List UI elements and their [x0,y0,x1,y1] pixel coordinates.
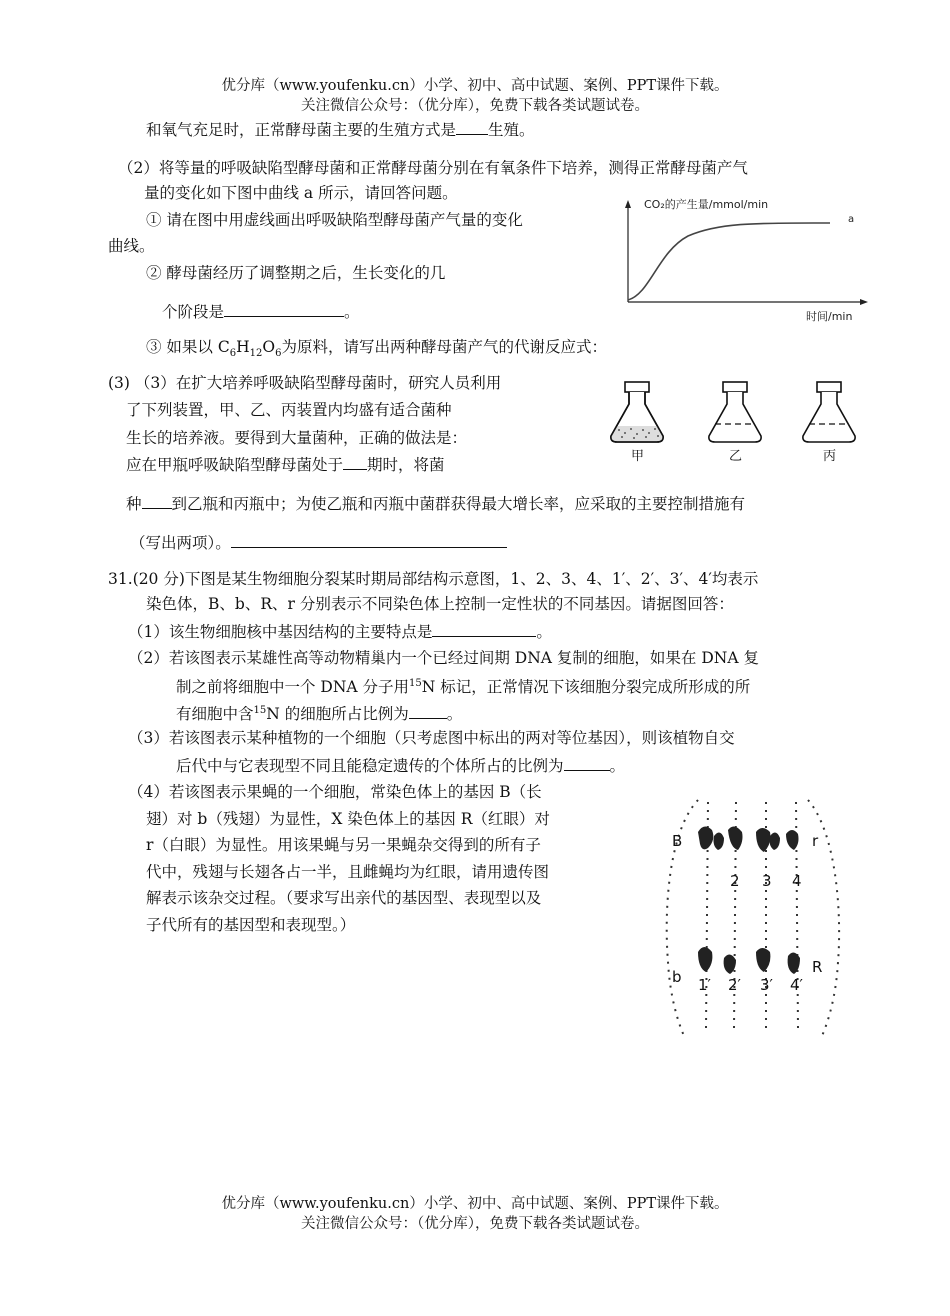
text-segment: 期时，将菌 [367,456,445,474]
label-4p: 4′ [790,976,803,994]
flask-jia [611,382,663,464]
q31-part3-line1: （3）若该图表示某种植物的一个细胞（只考虑图中标出的两对等位基因），则该植物自交 [128,729,735,747]
q31-line2: 染色体，B、b、R、r 分别表示不同染色体上控制一定性状的不同基因。请据图回答： [146,595,734,613]
part2-intro-1: （2）将等量的呼吸缺陷型酵母菌和正常酵母菌分别在有氧条件下培养，测得正常酵母菌产气 [118,159,748,177]
q31-part4-line5: 解表示该杂交过程。（要求写出亲代的基因型、表现型以及 [146,889,542,907]
text-segment: 到乙瓶和丙瓶中；为使乙瓶和丙瓶中菌群获得最大增长率，应采取的主要控制措施有 [171,495,746,513]
text-segment: 个阶段是 [162,303,225,321]
text-segment: 生殖。 [488,121,535,139]
text-segment: N 的细胞所占比例为 [266,705,409,724]
label-1p: 1′ [698,976,711,994]
bottom-chromosomes [698,947,800,974]
text-segment: 。 [446,705,463,724]
part3-line2: 了下列装置，甲、乙、丙装置内均盛有适合菌种 [126,401,452,419]
q31-part4-line2: 翅）对 b（残翅）为显性，X 染色体上的基因 R（红眼）对 [146,810,550,828]
label-2: 2 [730,872,740,890]
part2-item2-line1: ② 酵母菌经历了调整期之后，生长变化的几 [146,264,446,282]
q31-part2-line3 [176,700,462,725]
x-axis-label: 时间/min [806,310,853,323]
label-4: 4 [792,872,802,890]
x-axis-arrow [860,299,868,305]
q31-part3-line2 [176,754,625,777]
part2-item1-line1: ① 请在图中用虚线画出呼吸缺陷型酵母菌产气量的变化 [146,211,523,229]
label-2p: 2′ [728,976,741,994]
text-segment: H [236,338,250,356]
flask-label: 甲 [631,449,645,464]
q31-part4-line4: 代中，残翅与长翅各占一半，且雌蝇均为红眼，请用遗传图 [146,863,550,881]
part2-intro-2: 量的变化如下图中曲线 a 所示，请回答问题。 [144,184,458,202]
co2-graph [610,192,872,324]
part3-line5 [126,492,745,515]
part3-line6 [130,531,507,554]
label-3: 3 [762,872,772,890]
text-segment: （写出两项）。 [130,534,231,552]
part2-item1-line2: 曲线。 [108,237,155,255]
answer-blank[interactable] [432,620,536,637]
text-segment: 和氧气充足时，正常酵母菌主要的生殖方式是 [146,121,457,139]
q31-part4-line3: r（白眼）为显性。用该果蝇与另一果蝇杂交得到的所有子 [146,836,541,854]
label-b: b [672,968,682,986]
q31-part4-line6: 子代所有的基因型和表现型。） [146,916,356,934]
footer-line-1: 优分库（www.youfenku.cn）小学、初中、高中试题、案例、PPT课件下载。 [221,1196,729,1212]
top-chromosomes [698,826,799,852]
superscript: 15 [253,705,267,716]
label-B: B [672,832,683,850]
answer-blank[interactable] [564,754,610,771]
answer-blank[interactable] [142,492,172,509]
part2-item2-line2 [162,300,360,323]
part3-line3: 生长的培养液。要得到大量菌种，正确的做法是： [126,429,468,447]
subscript: 12 [249,348,263,360]
q31-part4-line1: （4）若该图表示果蝇的一个细胞，常染色体上的基因 B（长 [128,783,542,801]
flask-diagram [605,378,870,468]
header-line-2: 关注微信公众号：（优分库），免费下载各类试题试卷。 [301,98,649,114]
label-r: r [812,832,819,850]
superscript: 15 [409,678,422,689]
flask-label: 乙 [729,449,743,464]
part3-line1: (3) （3）在扩大培养呼吸缺陷型酵母菌时，研究人员利用 [108,374,502,392]
flask-yi [709,382,761,464]
text-segment: 有细胞中含 [176,705,254,724]
text-segment: 。 [609,757,626,775]
q-prev-top-line [146,118,535,141]
answer-blank[interactable] [231,531,507,548]
curve-a-label: a [848,214,855,225]
text-segment: 应在甲瓶呼吸缺陷型酵母菌处于 [126,456,344,474]
subscript: 6 [229,348,237,360]
part3-line4 [126,453,445,476]
text-segment: ③ 如果以 C [146,338,230,356]
text-segment: 种 [126,495,142,513]
figure-labels [672,832,822,994]
q31-part2-line2 [176,673,750,698]
text-segment: 。 [344,303,360,321]
cell-division-figure [658,792,850,1040]
q31-part1 [128,620,552,643]
answer-blank[interactable] [224,300,344,317]
text-segment: 为原料，请写出两种酵母菌产气的代谢反应式： [281,338,607,356]
header-line-1: 优分库（www.youfenku.cn）小学、初中、高中试题、案例、PPT课件下载。 [221,78,729,94]
text-segment: 。 [536,623,552,641]
subscript: 6 [275,348,282,360]
text-segment: 后代中与它表现型不同且能稳定遗传的个体所占的比例为 [176,757,564,775]
y-axis-label: CO₂的产生量/mmol/min [644,198,769,211]
flask-label: 丙 [823,449,837,464]
q31-part2-line1: （2）若该图表示某雄性高等动物精巢内一个已经过间期 DNA 复制的细胞，如果在 DNA 复 [128,649,759,667]
flask-bing [803,382,855,464]
curve-a [628,223,830,300]
text-segment: （1）该生物细胞核中基因结构的主要特点是 [128,623,433,641]
part2-item3 [146,336,607,365]
label-3p: 3′ [760,976,773,994]
y-axis-arrow [625,200,631,208]
text-segment: 制之前将细胞中一个 DNA 分子用 [176,678,410,697]
text-segment: O [262,338,276,356]
answer-blank[interactable] [409,702,447,719]
text-segment: N 标记，正常情况下该细胞分裂完成所形成的所 [421,678,751,697]
answer-blank[interactable] [343,453,367,470]
answer-blank[interactable] [456,118,488,135]
q31-line1: 31.(20 分)下图是某生物细胞分裂某时期局部结构示意图，1、2、3、4、1′、2′、3′、4′均表示 [108,570,759,588]
footer-line-2: 关注微信公众号：（优分库），免费下载各类试题试卷。 [301,1216,649,1232]
label-R: R [812,958,823,976]
